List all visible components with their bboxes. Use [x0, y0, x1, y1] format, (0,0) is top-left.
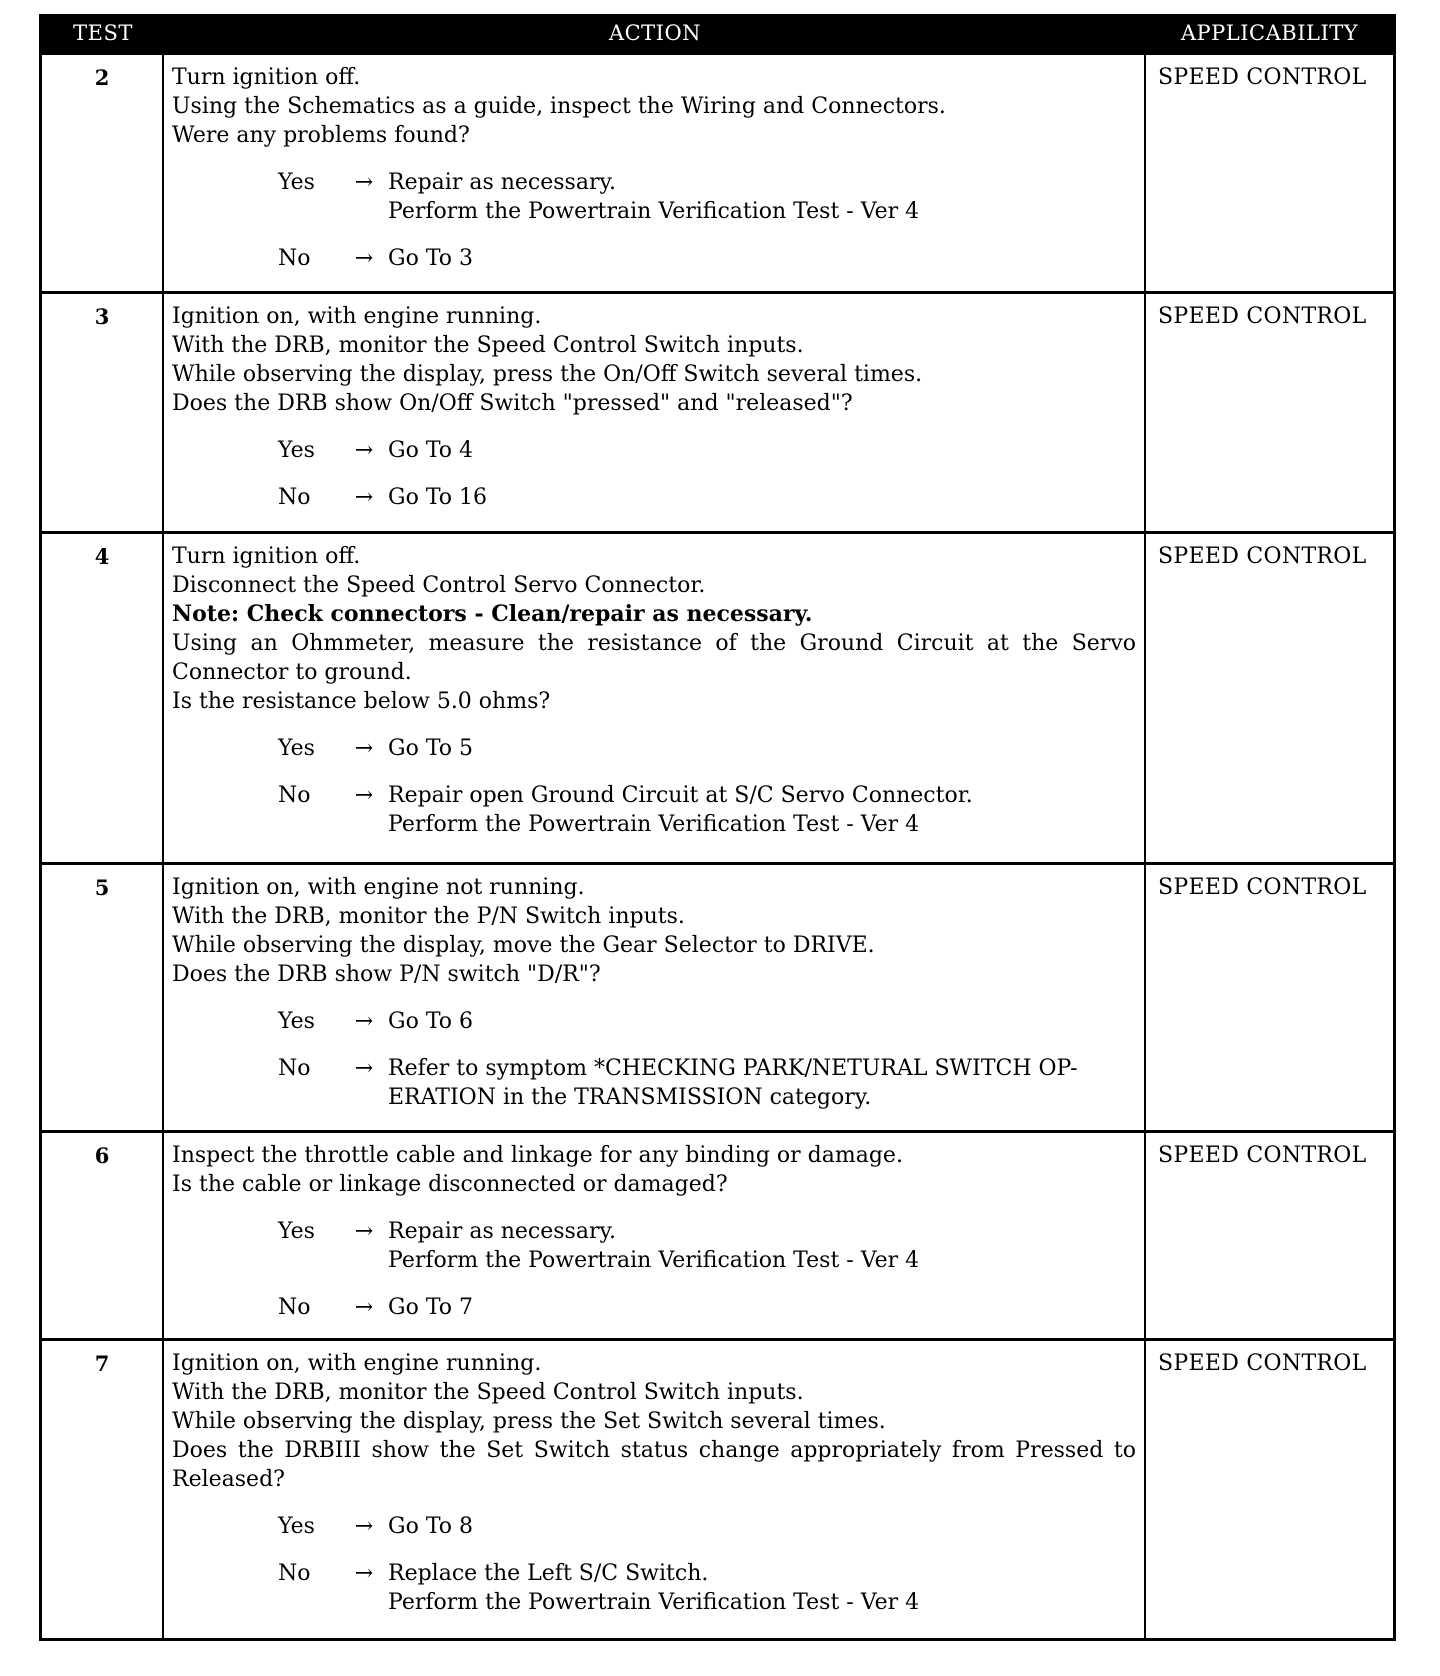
- action-line: Does the DRB show P/N switch "D/R"?: [172, 962, 601, 987]
- note-line: Note: Check connectors - Clean/repair as necessary.: [172, 601, 813, 627]
- answer-label: Yes: [278, 736, 315, 761]
- answer-text: [388, 1293, 1136, 1322]
- action-line: Using the Schematics as a guide, inspect the Wiring and Connectors.: [172, 94, 946, 119]
- yes-answer: [172, 168, 1136, 226]
- header-test: TEST: [73, 21, 133, 45]
- arrow-icon: →: [354, 246, 374, 271]
- applicability: SPEED CONTROL: [1158, 1143, 1367, 1168]
- action-cell: [164, 294, 1146, 531]
- test-number: 5: [42, 865, 164, 1130]
- answer-line: Go To 8: [388, 1514, 474, 1539]
- answer-line: Replace the Left S/C Switch.: [388, 1561, 709, 1586]
- answer-line: ERATION in the TRANSMISSION category.: [388, 1085, 872, 1110]
- action-line: Inspect the throttle cable and linkage for any binding or damage.: [172, 1143, 903, 1168]
- action-cell: [164, 1133, 1146, 1338]
- answer-line: Go To 16: [388, 485, 488, 510]
- answer-label: No: [278, 246, 311, 271]
- yes-answer: [172, 1512, 1136, 1541]
- applicability: SPEED CONTROL: [1158, 304, 1367, 329]
- action-line: Ignition on, with engine running.: [172, 1351, 542, 1376]
- yes-answer: [172, 734, 1136, 763]
- yes-answer: [172, 1007, 1136, 1036]
- applicability: SPEED CONTROL: [1158, 544, 1367, 569]
- table-row: [42, 291, 1393, 531]
- answer-line: Repair open Ground Circuit at S/C Servo Connector.: [388, 783, 973, 808]
- action-line: While observing the display, press the On/Off Switch several times.: [172, 362, 923, 387]
- table-row: [42, 531, 1393, 862]
- arrow-icon: →: [354, 438, 374, 463]
- action-line: Were any problems found?: [172, 123, 470, 148]
- answer-text: [388, 1217, 1136, 1275]
- answer-text: [388, 244, 1136, 273]
- answer-line: Refer to symptom *CHECKING PARK/NETURAL SWITCH OP-: [388, 1056, 1078, 1081]
- answer-line: Go To 5: [388, 736, 474, 761]
- answer-text: [388, 168, 1136, 226]
- test-number: 6: [42, 1133, 164, 1338]
- answer-text: [388, 1559, 1136, 1617]
- action-line: Is the cable or linkage disconnected or damaged?: [172, 1172, 728, 1197]
- answer-label: Yes: [278, 1514, 315, 1539]
- answer-line: Perform the Powertrain Verification Test - Ver 4: [388, 1248, 920, 1273]
- test-number: 3: [42, 294, 164, 531]
- action-cell: [164, 534, 1146, 862]
- answer-label: No: [278, 485, 311, 510]
- yes-answer: [172, 1217, 1136, 1275]
- action-line: With the DRB, monitor the P/N Switch inputs.: [172, 904, 685, 929]
- arrow-icon: →: [354, 1514, 374, 1539]
- diagnostic-test-table: [39, 14, 1396, 1641]
- action-line: Disconnect the Speed Control Servo Connector.: [172, 573, 706, 598]
- applicability: SPEED CONTROL: [1158, 875, 1367, 900]
- answer-text: [388, 734, 1136, 763]
- table-row: [42, 1338, 1393, 1638]
- arrow-icon: →: [354, 783, 374, 808]
- answer-line: Go To 7: [388, 1295, 474, 1320]
- answer-line: Go To 3: [388, 246, 474, 271]
- no-answer: [172, 781, 1136, 839]
- test-number: 4: [42, 534, 164, 862]
- answer-label: Yes: [278, 1219, 315, 1244]
- answer-text: [388, 436, 1136, 465]
- action-line: Does the DRB show On/Off Switch "pressed" and "released"?: [172, 391, 853, 416]
- answer-line: Go To 4: [388, 438, 474, 463]
- answer-label: No: [278, 1056, 311, 1081]
- header-applicability: APPLICABILITY: [1180, 21, 1359, 45]
- answer-line: Repair as necessary.: [388, 170, 616, 195]
- action-line: While observing the display, press the Set Switch several times.: [172, 1409, 886, 1434]
- action-cell: [164, 55, 1146, 291]
- no-answer: [172, 1293, 1136, 1322]
- answer-line: Perform the Powertrain Verification Test - Ver 4: [388, 199, 920, 224]
- action-line: Using an Ohmmeter, measure the resistance of the Ground Circuit at the Servo Connector to ground.: [172, 631, 1136, 685]
- arrow-icon: →: [354, 1295, 374, 1320]
- arrow-icon: →: [354, 1219, 374, 1244]
- applicability: SPEED CONTROL: [1158, 65, 1367, 90]
- table-header: [42, 14, 1393, 52]
- action-line: Is the resistance below 5.0 ohms?: [172, 689, 551, 714]
- action-line: With the DRB, monitor the Speed Control Switch inputs.: [172, 333, 804, 358]
- answer-label: Yes: [278, 1009, 315, 1034]
- answer-line: Perform the Powertrain Verification Test - Ver 4: [388, 1590, 920, 1615]
- arrow-icon: →: [354, 736, 374, 761]
- no-answer: [172, 244, 1136, 273]
- no-answer: [172, 1559, 1136, 1617]
- arrow-icon: →: [354, 1561, 374, 1586]
- answer-text: [388, 1007, 1136, 1036]
- action-cell: [164, 1341, 1146, 1638]
- action-line: Does the DRBIII show the Set Switch status change appropriately from Pressed to Released?: [172, 1438, 1136, 1492]
- table-row: [42, 862, 1393, 1130]
- test-number: 2: [42, 55, 164, 291]
- arrow-icon: →: [354, 170, 374, 195]
- answer-label: Yes: [278, 438, 315, 463]
- action-line: Turn ignition off.: [172, 544, 361, 569]
- no-answer: [172, 1054, 1136, 1112]
- answer-label: No: [278, 783, 311, 808]
- answer-text: [388, 1512, 1136, 1541]
- action-line: With the DRB, monitor the Speed Control Switch inputs.: [172, 1380, 804, 1405]
- answer-text: [388, 781, 1136, 839]
- table-row: [42, 52, 1393, 291]
- header-action: ACTION: [608, 21, 702, 45]
- table-body: [42, 52, 1393, 1638]
- answer-text: [388, 483, 1136, 512]
- action-cell: [164, 865, 1146, 1130]
- answer-line: Repair as necessary.: [388, 1219, 616, 1244]
- action-line: Turn ignition off.: [172, 65, 361, 90]
- action-line: While observing the display, move the Gear Selector to DRIVE.: [172, 933, 875, 958]
- answer-text: [388, 1054, 1136, 1112]
- table-row: [42, 1130, 1393, 1338]
- no-answer: [172, 483, 1136, 512]
- action-line: Ignition on, with engine running.: [172, 304, 542, 329]
- applicability: SPEED CONTROL: [1158, 1351, 1367, 1376]
- arrow-icon: →: [354, 1056, 374, 1081]
- test-number: 7: [42, 1341, 164, 1638]
- answer-line: Perform the Powertrain Verification Test - Ver 4: [388, 812, 920, 837]
- action-line: Ignition on, with engine not running.: [172, 875, 585, 900]
- answer-label: Yes: [278, 170, 315, 195]
- answer-line: Go To 6: [388, 1009, 474, 1034]
- arrow-icon: →: [354, 485, 374, 510]
- answer-label: No: [278, 1295, 311, 1320]
- yes-answer: [172, 436, 1136, 465]
- arrow-icon: →: [354, 1009, 374, 1034]
- answer-label: No: [278, 1561, 311, 1586]
